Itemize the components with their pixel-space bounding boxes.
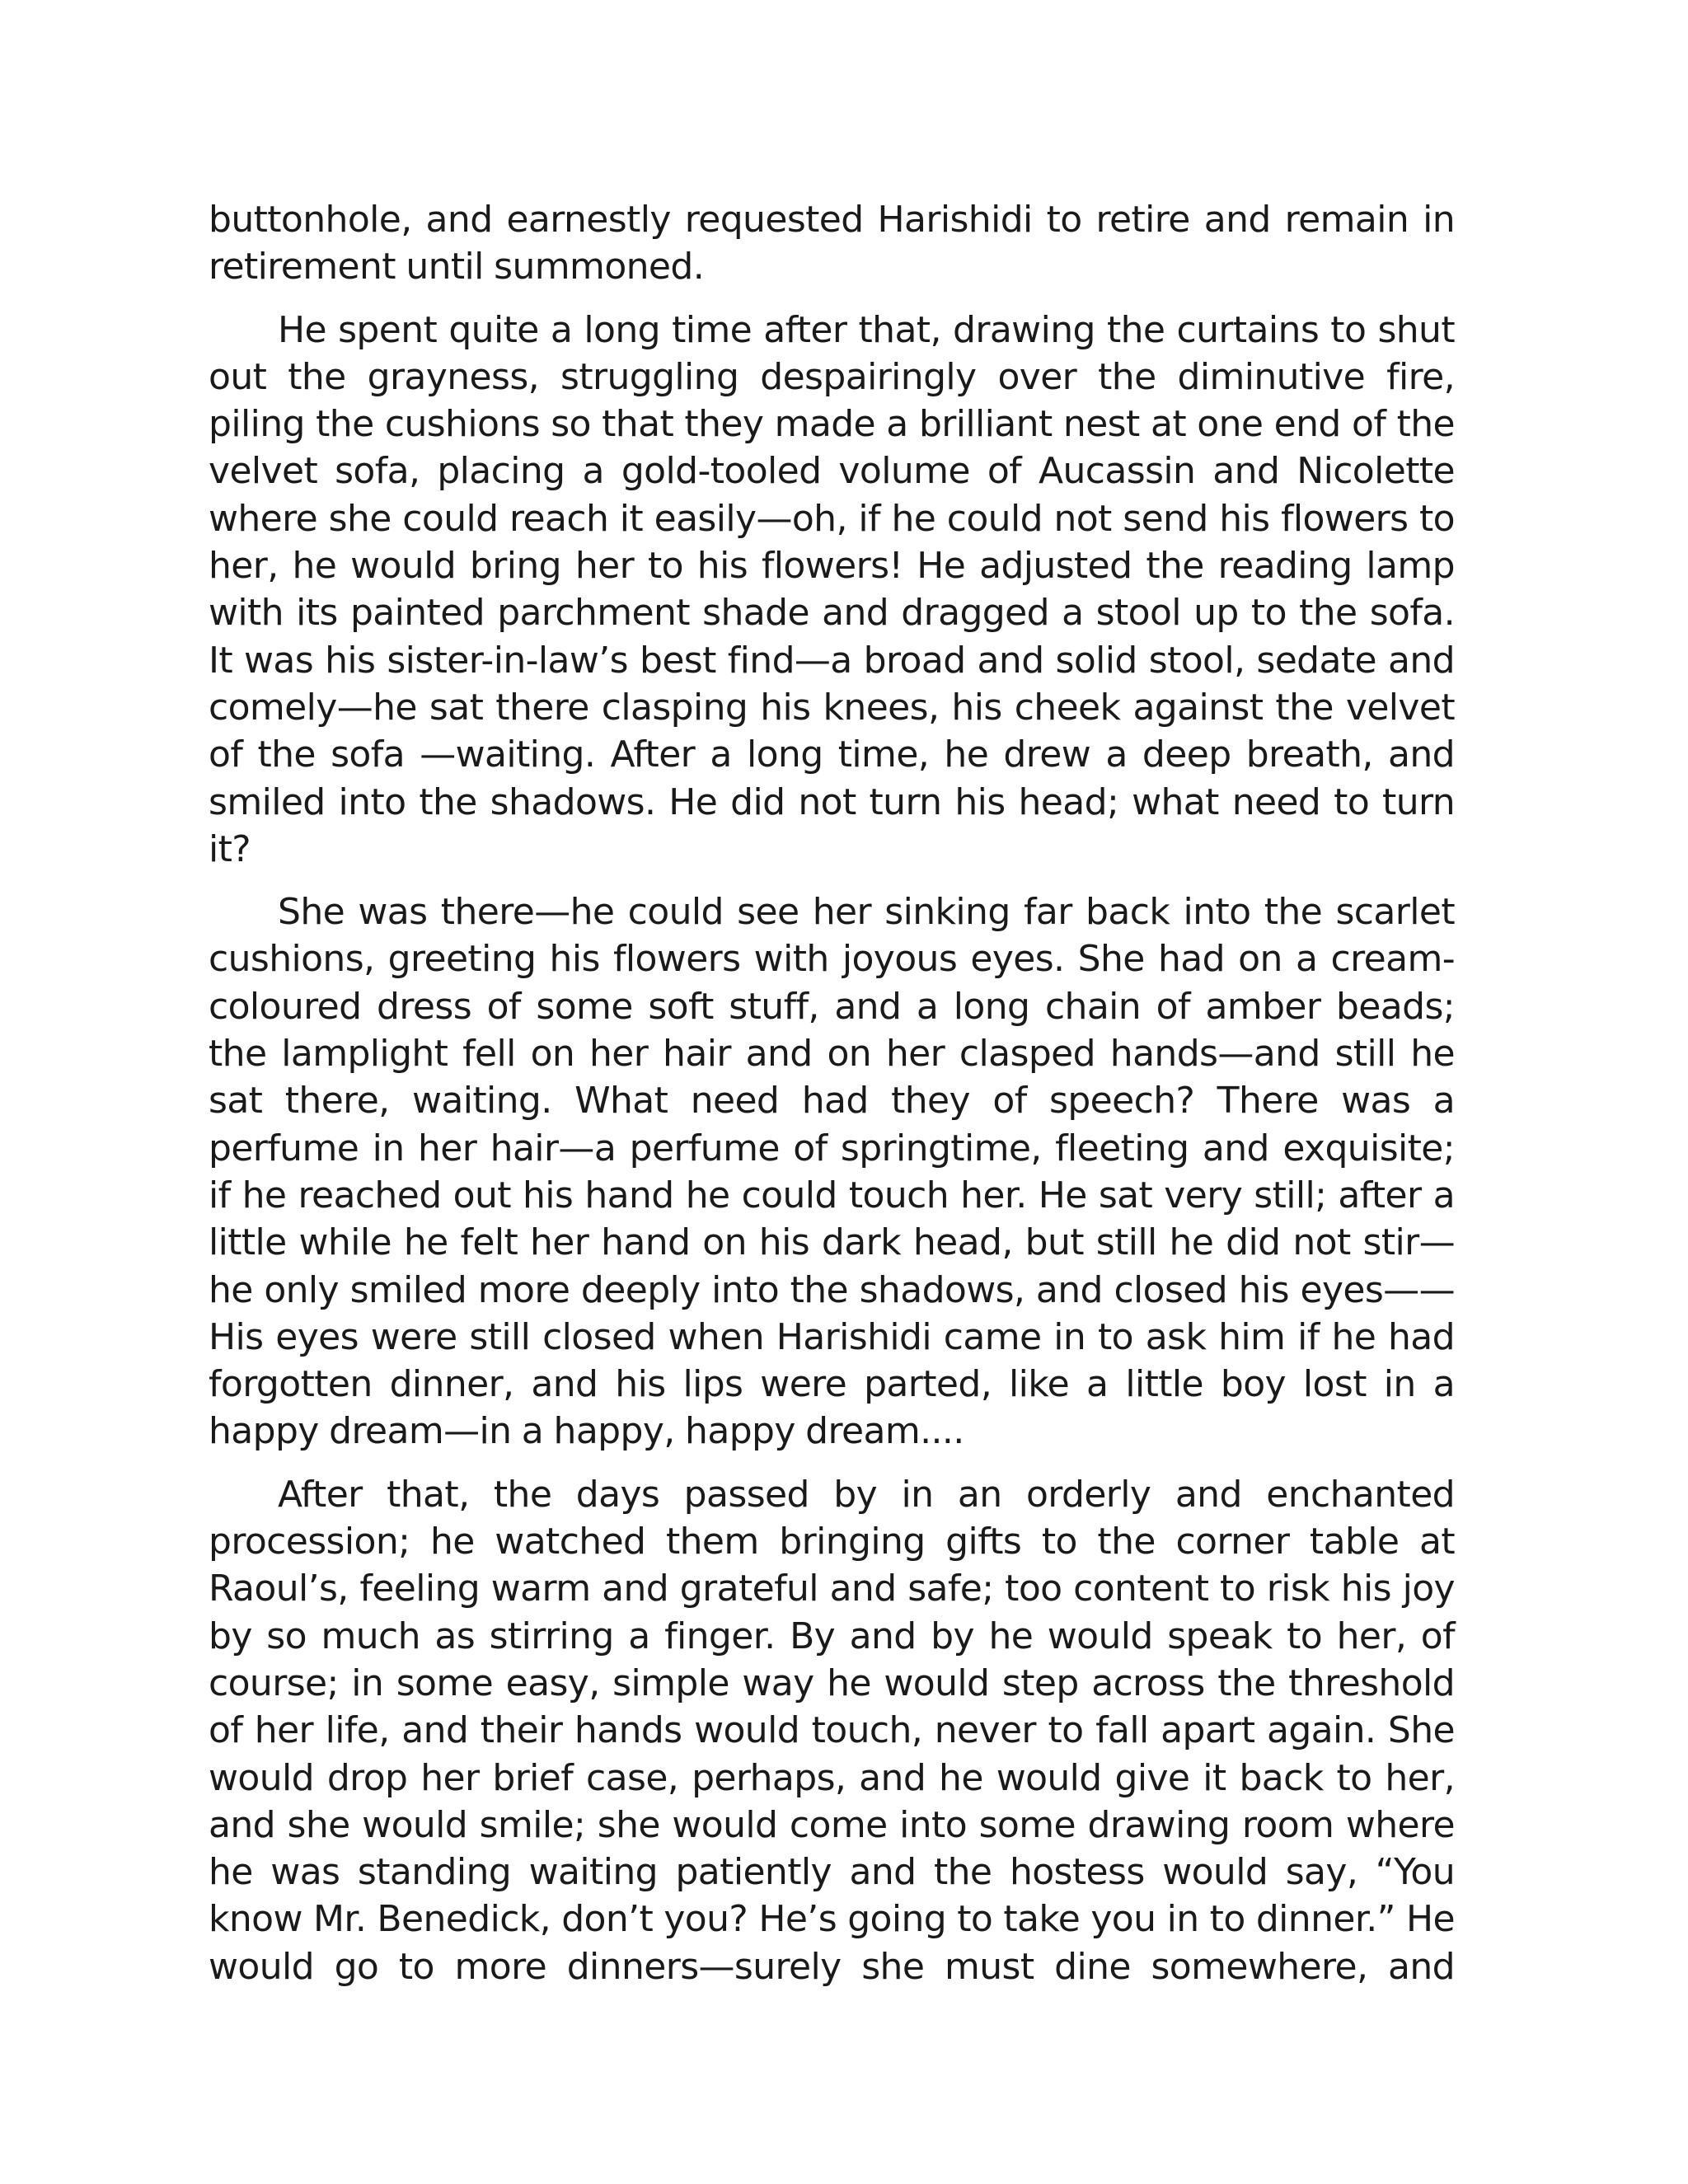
paragraph-3: She was there—he could see her sinking far back into the scarlet cushions, greeting his flowers with joyous eyes. She had on a cream-coloured dress of some soft stuff, and a long chain of amber beads; the lamplight fell on her hair and on her clasped hands—and still he sat there, waiting. What need had they of speech? There was a perfume in her hair—a perfume of springtime, fleeting and exquisite; if he reached out his hand he could touch her. He sat very still; after a little while he felt her hand on his dark head, but still he did not stir—he only smiled more deeply into the shadows, and closed his eyes—— His eyes were still closed when Harishidi came in to ask him if he had forgotten dinner, and his lips were parted, like a little boy lost in a happy dream—in a happy, happy dream.... [209, 891, 1455, 1453]
paragraph-4: After that, the days passed by in an orderly and enchanted procession; he watched them bringing gifts to the corner table at Raoul’s, feeling warm and grateful and safe; too content to risk his joy by so much as stirring a finger. By and by he would speak to her, of course; in some easy, simple way he would step across the threshold of her life, and their hands would touch, never to fall apart again. She would drop her brief case, perhaps, and he would give it back to her, and she would smile; she would come into some drawing room where he was standing waiting patiently and the hostess would say, “You know Mr. Benedick, don’t you? He’s going to take you in to dinner.” He would go to more dinners—surely she must dine somewhere, and [209, 1473, 1455, 1988]
paragraph-1: buttonhole, and earnestly requested Harishidi to retire and remain in retirement until summoned. [209, 199, 1455, 288]
paragraph-2: He spent quite a long time after that, drawing the curtains to shut out the grayness, struggling despairingly over the diminutive fire, piling the cushions so that they made a brilliant nest at one end of the velvet sofa, placing a gold-tooled volume of Aucassin and Nicolette where she could reach it easily—oh, if he could not send his flowers to her, he would bring her to his flowers! He adjusted the reading lamp with its painted parchment shade and dragged a stool up to the sofa. It was his sister-in-law’s best find—a broad and solid stool, sedate and comely—he sat there clasping his knees, his cheek against the velvet of the sofa —waiting. After a long time, he drew a deep breath, and smiled into the shadows. He did not turn his head; what need to turn it? [209, 308, 1455, 870]
page-body [209, 196, 1455, 1990]
